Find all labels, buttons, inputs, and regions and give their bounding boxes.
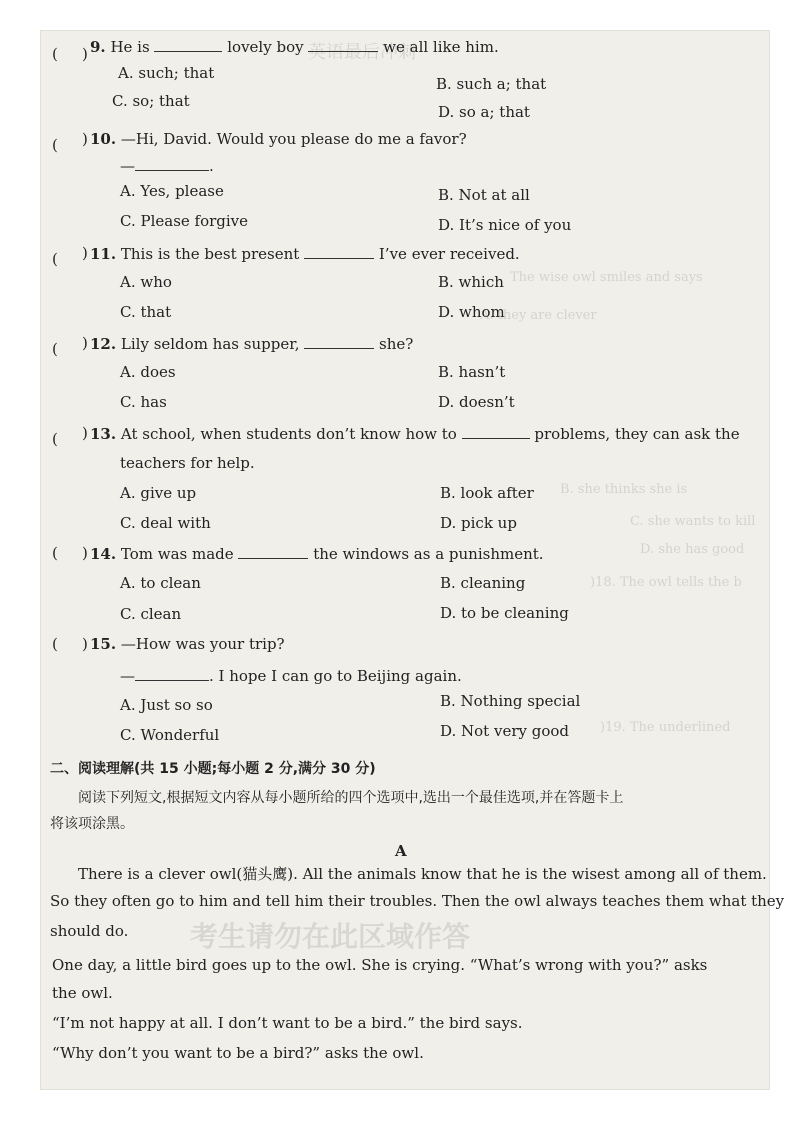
bleed-text: D. she has good <box>640 542 745 557</box>
passage-line: “Why don’t you want to be a bird?” asks the owl. <box>52 1044 424 1062</box>
answer-paren-open: ( <box>52 136 58 154</box>
answer-paren-close: ) <box>82 424 88 442</box>
option-b: B. hasn’t <box>438 363 506 381</box>
bleed-text: C. she wants to kill <box>630 514 756 529</box>
answer-blank[interactable] <box>304 244 374 259</box>
answer-paren-close: ) <box>82 130 88 148</box>
option-b: B. cleaning <box>440 574 526 592</box>
passage-line: So they often go to him and tell him their troubles. Then the owl always teaches them what they <box>50 892 785 910</box>
answer-blank[interactable] <box>304 334 374 349</box>
exam-paper <box>40 30 785 1090</box>
question-13-stem-line2: teachers for help. <box>120 454 255 472</box>
watermark: 考生请勿在此区域作答 <box>190 920 471 953</box>
option-b: B. look after <box>440 484 534 502</box>
answer-paren-open: ( <box>52 430 58 448</box>
option-d: D. whom <box>438 303 505 321</box>
answer-paren-close: ) <box>82 334 88 352</box>
bleed-text: )18. The owl tells the b <box>590 575 742 590</box>
answer-paren-open: ( <box>52 250 58 268</box>
passage-line: “I’m not happy at all. I don’t want to be a bird.” the bird says. <box>52 1014 523 1032</box>
section-title: 二、阅读理解(共 15 小题;每小题 2 分,满分 30 分) <box>50 761 376 777</box>
answer-blank[interactable] <box>135 156 209 171</box>
option-a: A. such; that <box>118 64 215 82</box>
option-c: C. Wonderful <box>120 726 220 744</box>
question-15-stem: 15. —How was your trip? <box>90 635 285 653</box>
option-c: C. that <box>120 303 172 321</box>
option-a: A. does <box>120 363 176 381</box>
option-d: D. Not very good <box>440 722 570 740</box>
answer-paren-close: ) <box>82 544 88 562</box>
option-c: C. clean <box>120 605 182 623</box>
answer-paren-open: ( <box>52 544 58 562</box>
option-d: D. to be cleaning <box>440 604 569 622</box>
passage-line: One day, a little bird goes up to the owl. She is crying. “What’s wrong with you?” asks <box>52 956 708 974</box>
bleed-text: 英语最后冲刺 <box>308 42 416 63</box>
option-d: D. pick up <box>440 514 517 532</box>
question-9-stem: 9. He is lovely boy we all like him. <box>90 38 499 56</box>
answer-blank[interactable] <box>135 666 209 681</box>
option-b: B. which <box>438 273 504 291</box>
answer-paren-open: ( <box>52 45 58 63</box>
instruction-line-1: 阅读下列短文,根据短文内容从每小题所给的四个选项中,选出一个最佳选项,并在答题卡上 <box>78 790 624 806</box>
option-a: A. give up <box>120 484 197 502</box>
option-a: A. who <box>120 273 172 291</box>
answer-blank[interactable] <box>154 37 222 52</box>
option-d: D. It’s nice of you <box>438 216 572 234</box>
option-b: B. Nothing special <box>440 692 581 710</box>
option-a: A. Yes, please <box>120 182 224 200</box>
option-a: A. to clean <box>120 574 201 592</box>
option-c: C. Please forgive <box>120 212 249 230</box>
option-d: D. doesn’t <box>438 393 515 411</box>
option-c: C. has <box>120 393 167 411</box>
question-15-reply: — . I hope I can go to Beijing again. <box>120 667 462 685</box>
answer-blank[interactable] <box>238 544 308 559</box>
option-c: C. deal with <box>120 514 211 532</box>
question-10-stem: 10. —Hi, David. Would you please do me a favor? <box>90 130 467 148</box>
passage-label: A <box>395 842 407 860</box>
answer-paren-open: ( <box>52 340 58 358</box>
question-14-stem: 14. Tom was made the windows as a punishment. <box>90 545 544 563</box>
answer-paren-open: ( <box>52 635 58 653</box>
question-12-stem: 12. Lily seldom has supper, she? <box>90 335 414 353</box>
passage-line: There is a clever owl(猫头鹰). All the animals know that he is the wisest among all of them. <box>78 865 767 883</box>
option-c: C. so; that <box>112 92 190 110</box>
instruction-line-2: 将该项涂黑。 <box>50 816 134 832</box>
answer-paren-close: ) <box>82 244 88 262</box>
option-a: A. Just so so <box>120 696 213 714</box>
answer-paren-close: ) <box>82 635 88 653</box>
bleed-text: B. she thinks she is <box>560 482 688 497</box>
bleed-text: The wise owl smiles and says <box>510 270 703 285</box>
passage-line: should do. <box>50 922 129 940</box>
answer-blank[interactable] <box>462 424 530 439</box>
answer-paren-close: ) <box>82 45 88 63</box>
bleed-text: )19. The underlined <box>600 720 731 735</box>
option-b: B. Not at all <box>438 186 530 204</box>
option-b: B. such a; that <box>436 75 547 93</box>
question-13-stem: 13. At school, when students don’t know how to problems, they can ask the <box>90 425 740 443</box>
question-10-reply: — . <box>120 157 214 175</box>
answer-blank[interactable] <box>308 37 378 52</box>
question-11-stem: 11. This is the best present I’ve ever received. <box>90 245 520 263</box>
bleed-text: A. they are clever <box>480 308 597 323</box>
passage-line: the owl. <box>52 984 113 1002</box>
option-d: D. so a; that <box>438 103 530 121</box>
